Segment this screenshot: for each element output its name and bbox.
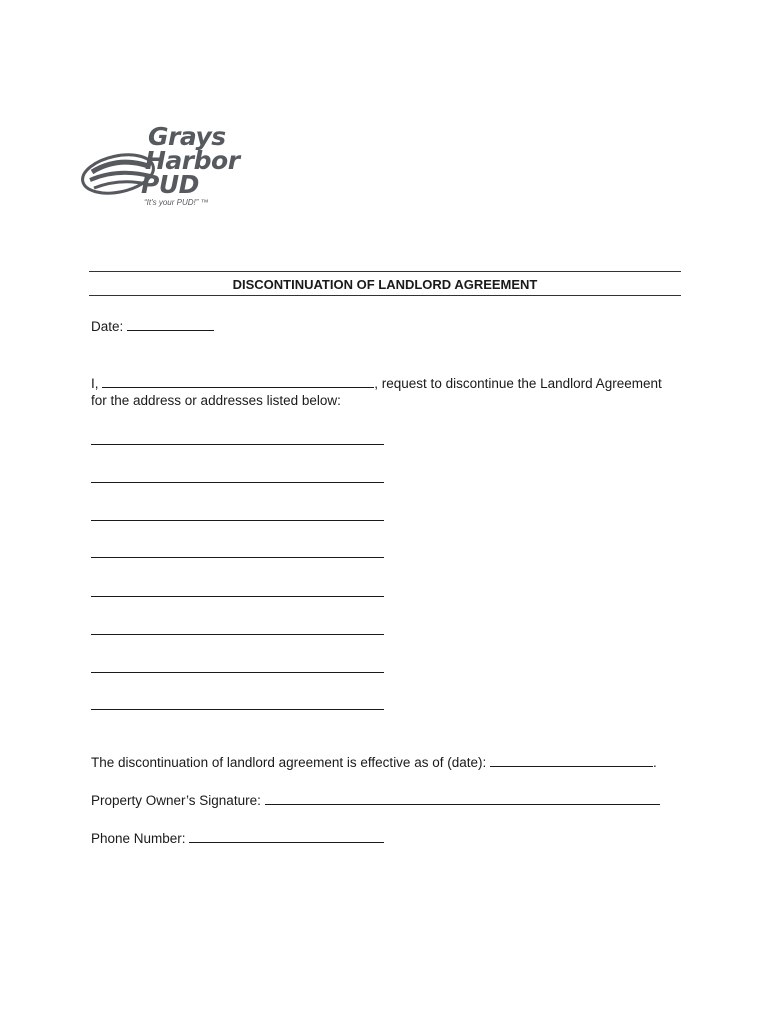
address-line[interactable]: [91, 596, 384, 597]
name-field[interactable]: [102, 374, 374, 388]
effective-date-field[interactable]: [490, 753, 653, 767]
address-line[interactable]: [91, 672, 384, 673]
grays-harbor-pud-logo: [78, 122, 248, 214]
logo-tagline: “It's your PUD!” ™: [144, 198, 209, 207]
logo-word-pud: PUD: [141, 170, 199, 199]
effective-row: [91, 753, 657, 770]
phone-row: [91, 829, 384, 846]
request-suffix: , request to discontinue the Landlord Agreement: [374, 376, 662, 391]
request-row: [91, 374, 662, 391]
page-title: DISCONTINUATION OF LANDLORD AGREEMENT: [232, 277, 538, 292]
signature-field[interactable]: [265, 791, 660, 805]
address-line[interactable]: [91, 709, 384, 710]
effective-period: .: [653, 755, 657, 770]
request-prefix: I,: [91, 376, 99, 391]
effective-label: The discontinuation of landlord agreement is effective as of (date):: [91, 755, 487, 770]
logo-word-harbor: Harbor: [145, 146, 240, 175]
signature-row: [91, 791, 660, 808]
date-row: [91, 317, 214, 334]
address-line[interactable]: [91, 557, 384, 558]
phone-field[interactable]: [189, 829, 384, 843]
address-line[interactable]: [91, 634, 384, 635]
address-line[interactable]: [91, 444, 384, 445]
title-rule-top: [89, 271, 681, 272]
date-field[interactable]: [127, 317, 214, 331]
phone-label: Phone Number:: [91, 831, 186, 846]
request-line-2: for the address or addresses listed below:: [91, 393, 341, 408]
address-line[interactable]: [91, 520, 384, 521]
date-label: Date:: [91, 319, 124, 334]
address-line[interactable]: [91, 482, 384, 483]
signature-label: Property Owner’s Signature:: [91, 793, 261, 808]
title-rule-bottom: [89, 295, 681, 296]
logo-word-grays: Grays: [148, 122, 226, 151]
